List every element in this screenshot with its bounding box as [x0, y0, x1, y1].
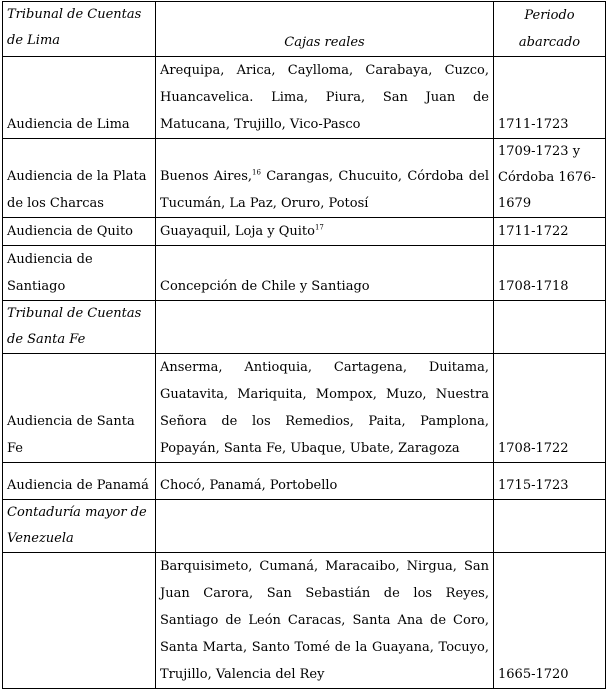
cajas-text: Guayaquil, Loja y Quito	[160, 224, 315, 239]
audiencia-cell: Audiencia de Lima	[3, 57, 156, 139]
cajas-cell	[156, 218, 494, 246]
periodo-cell: 1711-1723	[494, 57, 606, 139]
periodo-cell: 1708-1722	[494, 354, 606, 463]
header-cajas-reales: Cajas reales	[156, 2, 494, 57]
header-row	[3, 2, 606, 57]
cajas-cell: Barquisimeto, Cumaná, Maracaibo, Nirgua, San Juan Carora, San Sebastián de los Reyes, Santiago de León Caracas, Santa Ana de Coro, Santa Marta, Santo Tomé de la Guayana, Tocuyo, Trujillo, Valencia del Rey	[156, 553, 494, 689]
table-row	[3, 463, 606, 500]
footnote-ref: 16	[252, 168, 261, 177]
empty-cell	[494, 301, 606, 354]
cajas-cell: Anserma, Antioquia, Cartagena, Duitama, Guatavita, Mariquita, Mompox, Muzo, Nuestra Señora de los Remedios, Paita, Pamplona, Popayán, Santa Fe, Ubaque, Ubate, Zaragoza	[156, 354, 494, 463]
periodo-cell: 1711-1722	[494, 218, 606, 246]
table-row	[3, 139, 606, 218]
cajas-cell: Arequipa, Arica, Caylloma, Carabaya, Cuzco, Huancavelica. Lima, Piura, San Juan de Matucana, Trujillo, Vico-Pasco	[156, 57, 494, 139]
periodo-cell: 1708-1718	[494, 246, 606, 301]
header-tribunal-lima: Tribunal de Cuentas de Lima	[3, 2, 156, 57]
section-tribunal-santa-fe: Tribunal de Cuentas de Santa Fe	[3, 301, 156, 354]
audiencia-cell: Audiencia de Panamá	[3, 463, 156, 500]
cajas-cell: Concepción de Chile y Santiago	[156, 246, 494, 301]
section-row	[3, 500, 606, 553]
cajas-cell	[156, 139, 494, 218]
cajas-text: Buenos Aires,	[160, 169, 253, 184]
periodo-cell: 1665-1720	[494, 553, 606, 689]
audiencia-cell: Audiencia de Santa Fe	[3, 354, 156, 463]
section-contaduria-venezuela: Contaduría mayor de Venezuela	[3, 500, 156, 553]
audiencia-cell	[3, 553, 156, 689]
table-row	[3, 246, 606, 301]
table-row	[3, 57, 606, 139]
table-row	[3, 354, 606, 463]
footnote-ref: 17	[314, 223, 324, 232]
audiencia-cell: Audiencia de Quito	[3, 218, 156, 246]
audiencia-cell: Audiencia de Santiago	[3, 246, 156, 301]
cajas-text: Carangas, Chucuito, Córdoba del Tucumán, La Paz, Oruro, Potosí	[160, 169, 489, 211]
table-row	[3, 218, 606, 246]
cajas-cell: Chocó, Panamá, Portobello	[156, 463, 494, 500]
empty-cell	[156, 500, 494, 553]
table-row	[3, 553, 606, 689]
empty-cell	[494, 500, 606, 553]
empty-cell	[156, 301, 494, 354]
header-periodo: Periodo abarcado	[494, 2, 606, 57]
audiencia-cell: Audiencia de la Plata de los Charcas	[3, 139, 156, 218]
periodo-cell: 1709-1723 y Córdoba 1676-1679	[494, 139, 606, 218]
periodo-cell: 1715-1723	[494, 463, 606, 500]
section-row	[3, 301, 606, 354]
cajas-reales-table	[2, 1, 606, 689]
